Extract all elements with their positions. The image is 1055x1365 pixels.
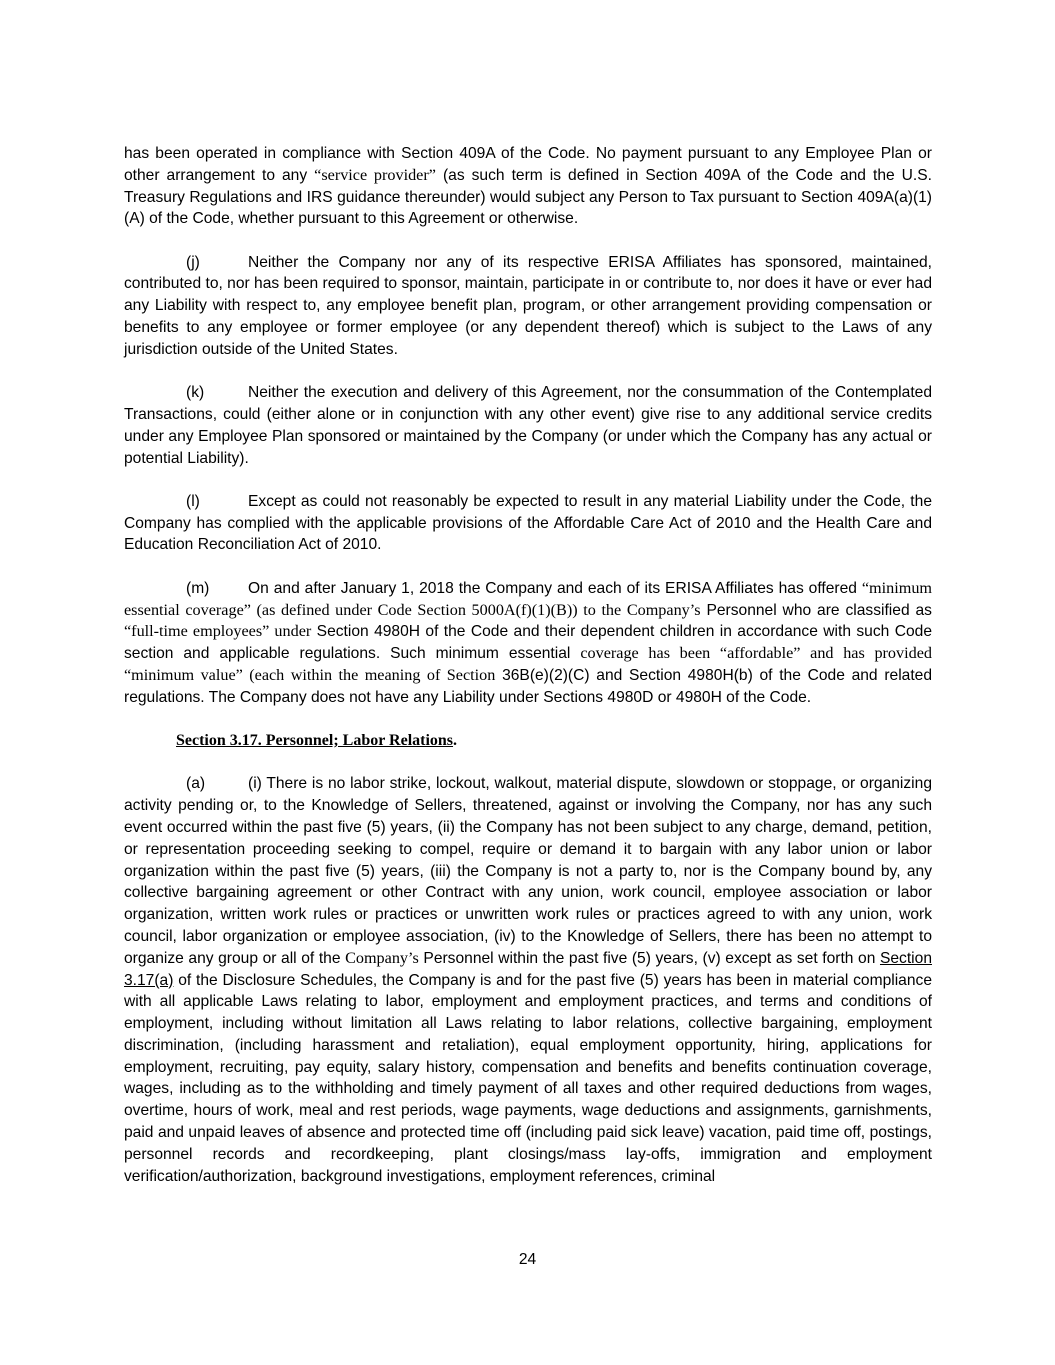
- item-label: (a): [186, 775, 206, 793]
- paragraph-j: [124, 252, 932, 361]
- paragraph-m: (m) On and after January 1, 2018 the Company and each of its ERISA Affiliates has offered “minimum essential coverage” (as defined under Code Section 5000A(f)(1)(B)) to the Company’s Personnel who are classified as “full-time employees” under Section 4980H of the Code and their dependent children in accordance with such Code section and applicable regulations. Such minimum essential coverage has been “affordable” and has provided “minimum value” (each within the meaning of Section 36B(e)(2)(C) and Section 4980H(b) of the Code and related regulations. The Company does not have any Liability under Sections 4980D or 4980H of the Code.: [124, 578, 933, 706]
- paragraph-text: Neither the Company nor any of its respective ERISA Affiliates has sponsored, maintained, contributed to, nor has been required to sponsor, maintain, participate in or contribute to, nor does it have or ever had any Liability with respect to, any employee benefit plan, program, or other arrangement providing compensation or benefits to any employee or former employee (or any dependent thereof) which is subject to the Laws of any jurisdiction outside of the United States.: [124, 253, 932, 358]
- item-label: (m): [186, 579, 210, 597]
- schedule-reference: Section 3.17(a): [124, 949, 932, 989]
- item-label: (l): [186, 492, 200, 510]
- quoted-term: “service provider”: [314, 165, 436, 184]
- item-label: (k): [186, 384, 205, 402]
- paragraph-text: Neither the execution and delivery of this Agreement, nor the consummation of the Contemplated Transactions, could (either alone or in conjunction with any other event) give rise to any additional service credits under any Employee Plan sponsored or maintained by the Company (or under which the Company has any actual or potential Liability).: [124, 384, 932, 467]
- item-label: (j): [186, 253, 200, 271]
- document-page: [124, 143, 932, 1209]
- paragraph-text: Except as could not reasonably be expected to result in any material Liability under the Code, the Company has complied with the applicable provisions of the Affordable Care Act of 2010 and the Health Care and Education Reconciliation Act of 2010.: [124, 492, 932, 554]
- serif-run: “full-time employees” under: [124, 622, 312, 641]
- paragraph-k: [124, 382, 932, 469]
- paragraph-a: (a) (i) There is no labor strike, lockout, walkout, material dispute, slowdown or stoppage, or organizing activity pending or, to the Knowledge of Sellers, threatened, against or involving the Company, nor has any such event occurred within the past five (5) years, (ii) the Company has not been subject to any charge, demand, petition, or representation proceeding seeking to compel, require or demand it to bargain with any labor union or labor organization within the past five (5) years, (iii) the Company is not a party to, nor is the Company bound by, any collective bargaining agreement or other Contract with any union, work council, employee association or labor organization, written work rules or practices or unwritten work rules or practices agreed to with any union, work council, labor organization or employee association, (iv) to the Knowledge of Sellers, there has been no attempt to organize any group or all of the Company’s Personnel within the past five (5) years, (v) except as set forth on Section 3.17(a) of the Disclosure Schedules, the Company is and for the past five (5) years has been in material compliance with all applicable Laws relating to labor, employment and employment practices, and terms and conditions of employment, including without limitation all Laws relating to labor relations, collective bargaining, employment discrimination, (including harassment and retaliation), equal employment opportunity, hiring, applications for employment, recruiting, pay equity, salary history, compensation and benefits and benefits continuation coverage, wages, including as to the withholding and timely payment of all taxes and other required deductions from wages, overtime, hours of work, meal and rest periods, wage payments, wage deductions and assignments, garnishments, paid and unpaid leaves of absence and protected time off (including paid sick leave) vacation, paid time off, postings, personnel records and recordkeeping, plant closings/mass lay-offs, immigration and employment verification/authorization, background investigations, employment references, criminal: [124, 775, 932, 1185]
- serif-run: Company’s: [345, 948, 419, 967]
- section-heading: Section 3.17. Personnel; Labor Relations.: [176, 732, 458, 750]
- paragraph-continuation: has been operated in compliance with Section 409A of the Code. No payment pursuant to any Employee Plan or other arrangement to any “service provider” (as such term is defined in Section 409A of the Code and the U.S. Treasury Regulations and IRS guidance thereunder) would subject any Person to Tax pursuant to Section 409A(a)(1)(A) of the Code, whether pursuant to this Agreement or otherwise.: [124, 145, 933, 228]
- serif-run: coverage has been “affordable” and has provided “minimum value” (each within the meaning of Section: [124, 644, 932, 684]
- page-number: 24: [518, 1251, 537, 1268]
- paragraph-l: [124, 491, 932, 556]
- section-heading-text: Section 3.17. Personnel; Labor Relations: [176, 732, 454, 750]
- serif-run: “minimum essential coverage” (as defined under Code Section 5000A(f)(1)(B)) to the Company’s: [124, 578, 932, 619]
